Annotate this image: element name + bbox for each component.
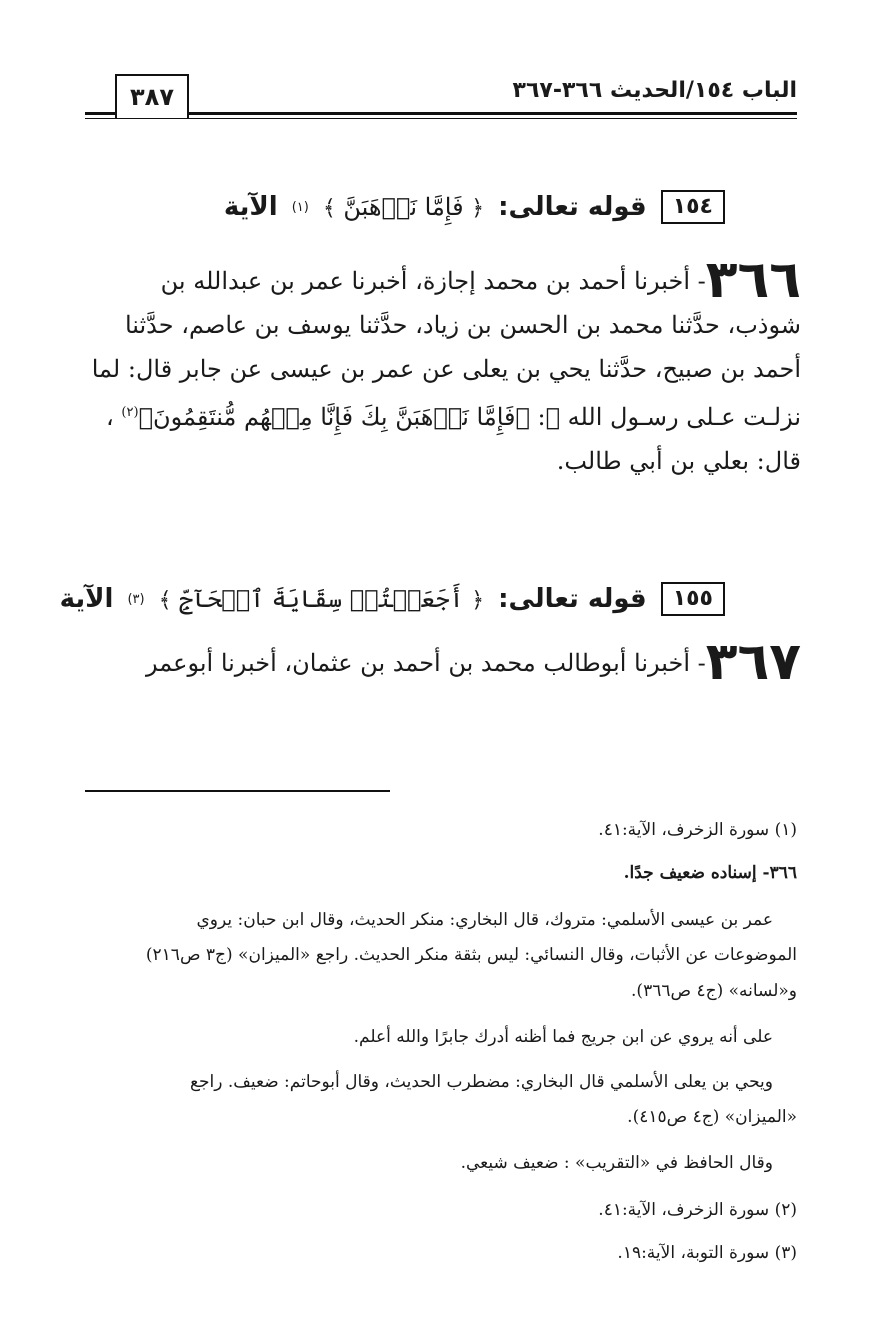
footnote-366-line: عمر بن عيسى الأسلمي: متروك، قال البخاري: منكر الحديث، وقال ابن حبان: يروي xyxy=(196,910,773,930)
footnote-ref: (١) xyxy=(291,199,309,215)
running-title: الباب ١٥٤/الحديث ٣٦٦-٣٦٧ xyxy=(512,78,797,103)
footnote-366-line: ويحي بن يعلى الأسلمي قال البخاري: مضطرب الحديث، وقال أبوحاتم: ضعيف. راجع xyxy=(189,1072,773,1092)
footnote-366-line: وقال الحافظ في «التقريب» : ضعيف شيعي. xyxy=(460,1153,773,1173)
section-tail: الآية xyxy=(59,584,114,614)
hadith-367 xyxy=(82,640,801,685)
footnote-ref: (٣) xyxy=(127,591,145,607)
footnote-366-line: «الميزان» (ج٤ ص٤١٥). xyxy=(627,1107,797,1127)
hadith-line: ٣٦٧- أخبرنا أبوطالب محمد بن أحمد بن عثمان، أخبرنا أبوعمر xyxy=(82,640,801,685)
hadith-number: ٣٦٧ xyxy=(705,640,801,685)
section-heading-155 xyxy=(60,582,725,616)
hadith-line: نزلـت عـلى رسـول الله ﷺ: ﴿فَإِمَّا نَذۡهَبَنَّ بِكَ فَإِنَّا مِنۡهُم مُّنتَقِمُونَ﴾$^{(٢)}$ ، xyxy=(106,403,801,431)
footnote-3: (٣) سورة التوبة، الآية:١٩. xyxy=(617,1243,797,1263)
footnote-1: (١) سورة الزخرف، الآية:٤١. xyxy=(598,820,797,840)
footnote-366-line: الموضوعات عن الأثبات، وقال النسائي: ليس بثقة منكر الحديث. راجع «الميزان» (ج٣ ص٢١٦) xyxy=(145,945,797,965)
hadith-line: أحمد بن صبيح، حدَّثنا يحي بن يعلى عن عمر بن عيسى عن جابر قال: لما xyxy=(91,355,801,383)
page-header xyxy=(85,64,797,122)
footnote-ref: (٢) xyxy=(121,405,139,420)
section-heading-154 xyxy=(224,190,725,224)
hadith-366 xyxy=(82,258,801,483)
section-number: ١٥٥ xyxy=(661,582,725,616)
hadith-line: شوذب، حدَّثنا محمد بن الحسن بن زياد، حدَّثنا يوسف بن عاصم، حدَّثنا xyxy=(124,311,801,339)
section-number: ١٥٤ xyxy=(661,190,725,224)
section-label: قوله تعالى: xyxy=(498,584,647,614)
hadith-line: ٣٦٦- أخبرنا أحمد بن محمد إجازة، أخبرنا عمر بن عبدالله بن xyxy=(82,258,801,303)
hadith-number: ٣٦٦ xyxy=(705,258,801,303)
page-number: ٣٨٧ xyxy=(115,74,189,118)
hadith-line: قال: بعلي بن أبي طالب. xyxy=(556,447,801,475)
section-tail: الآية xyxy=(223,192,278,222)
quran-verse: ﴿ فَإِمَّا نَذۡهَبَنَّ ﴾ xyxy=(322,193,485,221)
footnote-2: (٢) سورة الزخرف، الآية:٤١. xyxy=(598,1200,797,1220)
footnote-366-title: ٣٦٦- إسناده ضعيف جدًا. xyxy=(623,863,797,883)
quran-verse: ﴿ أَجَعَلۡتُمۡ سِقَايَةَ ٱلۡحَآجِّ ﴾ xyxy=(158,585,485,613)
footnote-366-line: على أنه يروي عن ابن جريج فما أظنه أدرك جابرًا والله أعلم. xyxy=(353,1027,773,1047)
footnote-366-line: و«لسانه» (ج٤ ص٣٦٦). xyxy=(631,981,797,1001)
section-label: قوله تعالى: xyxy=(498,192,647,222)
header-rule xyxy=(85,112,797,119)
footnote-rule xyxy=(85,790,390,792)
